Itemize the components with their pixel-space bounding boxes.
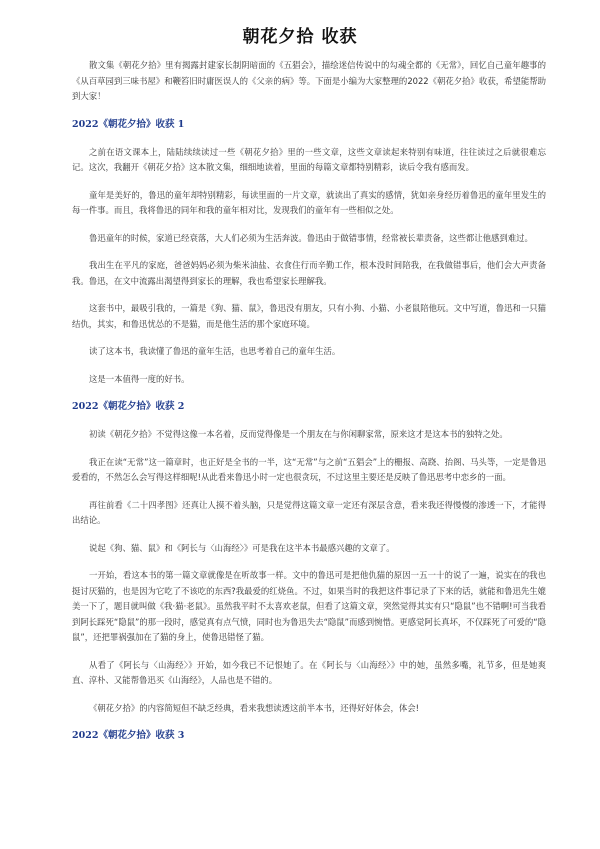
- paragraph: 这是一本值得一度的好书。: [89, 373, 190, 384]
- paragraph: 读了这本书，我读懂了鲁迅的童年生活，也思考着自己的童年生活。: [89, 346, 341, 356]
- paragraph: 从看了《阿长与〈山海经〉》开始，如今我已不记恨她了。在《阿长与〈山海经〉》中的她，虽然多嘴，礼节多，但是她爽直、淳朴、又能帮鲁迅买《山海经》，人品也是不错的。: [72, 659, 546, 685]
- paragraph: 《朝花夕拾》的内容简短但不缺乏经典，看来我想读透这前半本书，还得好好体会，体会!: [89, 702, 419, 713]
- paragraph: 我正在读“无常”这一篇章时，也正好是全书的一半，这“无常”与之前“五猖会”上的栅报、高跷、抬阁、马头等，一定是鲁迅爱看的，不然怎么会写得这样细呢!从此看来鲁迅小时一定也很贪玩，不过这里主要还是反映了鲁迅思考中恋乡的一面。: [72, 456, 546, 482]
- section-heading: 2022《朝花夕拾》收获 3: [72, 730, 185, 741]
- paragraph: 这套书中，最吸引我的，一篇是《狗、猫、鼠》，鲁迅没有朋友，只有小狗、小猫、小老鼠陪他玩。文中写道，鲁迅和一只猫结仇，其实，和鲁迅忧怂的不是猫，而是他生活的那个家庭环境。: [72, 303, 546, 329]
- paragraph: 再往前看《二十四孝图》还真让人摸不着头脑，只是觉得这篇文章一定还有深层含意，看来我还得慢慢的渗透一下，才能得出结论。: [72, 499, 546, 525]
- paragraph: 童年是美好的，鲁迅的童年却特别精彩，每读里面的一片文章，就读出了真实的感情，犹如亲身经历着鲁迅的童年里发生的每一件事。而且，我将鲁迅的同年和我的童年相对比，发现我们的童年有一些相似之处。: [72, 189, 546, 215]
- article-body: [72, 58, 546, 756]
- section-heading: 2022《朝花夕拾》收获 2: [72, 401, 185, 412]
- paragraph: 初读《朝花夕拾》不觉得这像一本名着，反而觉得像是一个朋友在与你闲聊家常，原来这才是这本书的独特之处。: [89, 429, 508, 439]
- intro-paragraph: 散文集《朝花夕拾》里有揭露封建家长制阴暗面的《五猖会》，描绘迷信传说中的勾魂全都的《无常》，回忆自己童年趣事的《从百草园到三味书屋》和鞭笞旧时庸医误人的《父亲的病》等。下面是小编为大家整理的2022《朝花夕拾》收获，希望能帮助到大家！: [72, 60, 546, 101]
- page-title: 朝花夕拾 收获: [242, 27, 358, 47]
- paragraph: 之前在语文课本上，陆陆续续读过一些《朝花夕拾》里的一些文章，这些文章读起来特别有味道，往往读过之后就很难忘记。这次，我翻开《朝花夕拾》这本散文集，细细地读着，里面的每篇文章都特别精彩，读后令我有感而发。: [72, 146, 546, 172]
- paragraph: 我出生在平凡的家庭，爸爸妈妈必须为柴米油盐、衣食住行而辛勤工作，根本没时间陪我，在我做错事后，他们会大声责备我。鲁迅，在文中流露出渴望得到家长的理解，我也希望家长理解我。: [72, 260, 546, 286]
- paragraph: 说起《狗、猫、鼠》和《阿长与〈山海经〉》可是我在这半本书最感兴趣的文章了。: [89, 542, 395, 553]
- section-heading: 2022《朝花夕拾》收获 1: [72, 118, 185, 130]
- paragraph: 鲁迅童年的时候，家道已经衰落，大人们必须为生活奔波。鲁迅由于做错事情，经常被长辈责备，这些都让他感到难过。: [89, 232, 533, 243]
- paragraph: 一开始，看这本书的第一篇文章就像是在听故事一样。文中的鲁迅可是把他仇猫的原因一五一十的说了一遍，说实在的我也挺讨厌猫的，也是因为它吃了不该吃的东西?我最爱的红烧鱼。不过，如果当时的我把这件事记录了下来的话，就能和鲁迅先生媲美一下了，题目就叫做《我·猫·老鼠》。虽然我平时不太喜欢老鼠，但看了这篇文章，突然觉得其实有只“隐鼠”也不错啊!可当我看到阿长踩死“隐鼠”的那一段时，感觉真有点气愤，同时也为鲁迅失去“隐鼠”而感到惋惜。更感觉阿长真坏，不仅踩死了可爱的“隐鼠”，还把罪祸强加在了猫的身上，使鲁迅错怪了猫。: [72, 570, 546, 642]
